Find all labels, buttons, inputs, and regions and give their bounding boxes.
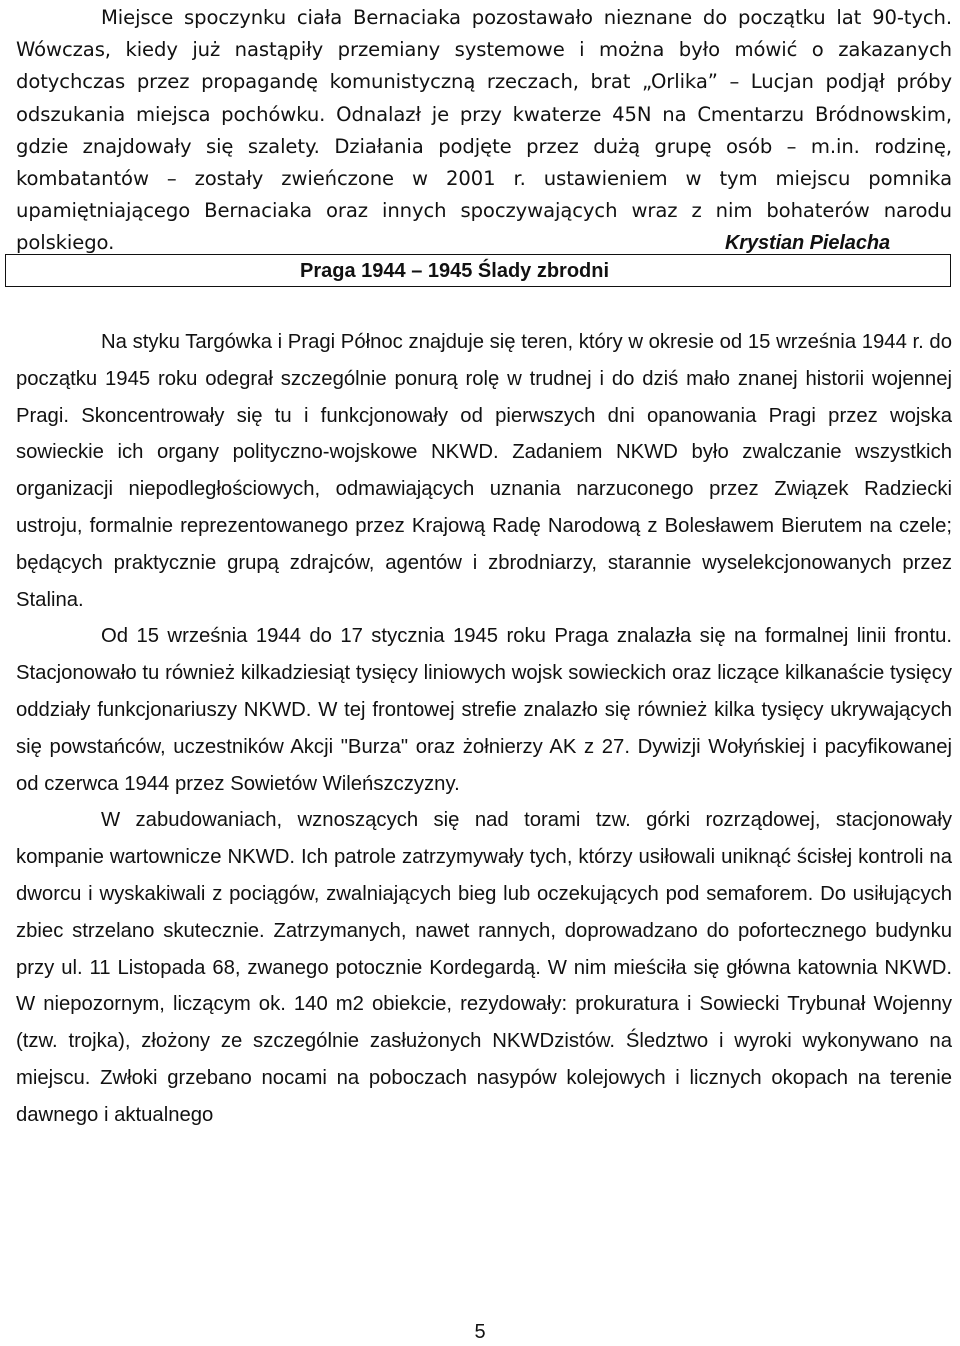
section-title: Praga 1944 – 1945 Ślady zbrodni: [300, 260, 610, 282]
page-number: 5: [474, 1321, 486, 1343]
body-paragraph: Od 15 września 1944 do 17 stycznia 1945 roku Praga znalazła się na formalnej linii frontu. Stacjonowało tu również kilkadziesiąt tysięcy liniowych wojsk sowieckich oraz liczące kilkanaście tysięcy oddziały funkcjonariuszy NKWD. W tej frontowej strefie znalazło się również kilka tysięcy ukrywających się powstańców, uczestników Akcji "Burza" oraz żołnierzy AK z 27. Dywizji Wołyńskiej i pacyfikowanej od czerwca 1944 przez Sowietów Wileńszczyzny.: [16, 625, 952, 795]
body-paragraph: W zabudowaniach, wznoszących się nad torami tzw. górki rozrządowej, stacjonowały kompanie wartownicze NKWD. Ich patrole zatrzymywały tych, którzy usiłowali uniknąć ścisłej kontroli na dworcu i wyskakiwali z pociągów, zwalniających bieg lub oczekujących pod semaforem. Do usiłujących zbiec strzelano skutecznie. Zatrzymanych, nawet rannych, doprowadzano do pofortecznego budynku przy ul. 11 Listopada 68, zwanego potocznie Kordegardą. W nim mieściła się główna katownia NKWD. W niepozornym, liczącym ok. 140 m2 obiekcie, rezydowały: prokuratura i Sowiecki Trybunał Wojenny (tzw. trojka), złożony ze szczególnie zasłużonych NKWDzistów. Śledztwo i wyroki wykonywano na miejscu. Zwłoki grzebano nocami na poboczach nasypów kolejowych i licznych okopach na terenie dawnego i aktualnego: [16, 809, 952, 1126]
article-author: Krystian Pielacha: [724, 232, 890, 255]
page-content: [16, 2, 952, 260]
previous-article: [16, 2, 952, 260]
body-paragraph: Na styku Targówka i Pragi Północ znajduje się teren, który w okresie od 15 września 1944 r. do początku 1945 roku odegrał szczególnie ponurą rolę w trudnej i do dziś mało znanej historii wojennej Pragi. Skoncentrowały się tu i funkcjonowały od pierwszych dni opanowania Pragi przez wojska sowieckie ich organy polityczno-wojskowe NKWD. Zadaniem NKWD było zwalczanie wszystkich organizacji niepodległościowych, odmawiających uznania narzuconego przez Związek Radziecki ustroju, formalnie reprezentowanego przez Krajową Radę Narodową z Bolesławem Bierutem na czele; będących praktycznie grupą zdrajców, agentów i zbrodniarzy, starannie wyselekcjonowanych przez Stalina.: [16, 331, 952, 611]
article-body: [16, 324, 952, 1134]
previous-article-paragraph: Miejsce spoczynku ciała Bernaciaka pozostawało nieznane do początku lat 90-tych. Wówczas, kiedy już nastąpiły przemiany systemowe i można było mówić o zakazanych dotychczas przez propagandę komunistyczną rzeczach, brat „Orlika” – Lucjan podjął próby odszukania miejsca pochówku. Odnalazł je przy kwaterze 45N na Cmentarzu Bródnowskim, gdzie znajdowały się szalety. Działania podjęte przez dużą grupę osób – m.in. rodzinę, kombatantów – zostały zwieńczone w 2001 r. ustawieniem w tym miejscu pomnika upamiętniającego Bernaciaka oraz innych spoczywających wraz z nim bohaterów narodu polskiego.: [16, 6, 952, 255]
